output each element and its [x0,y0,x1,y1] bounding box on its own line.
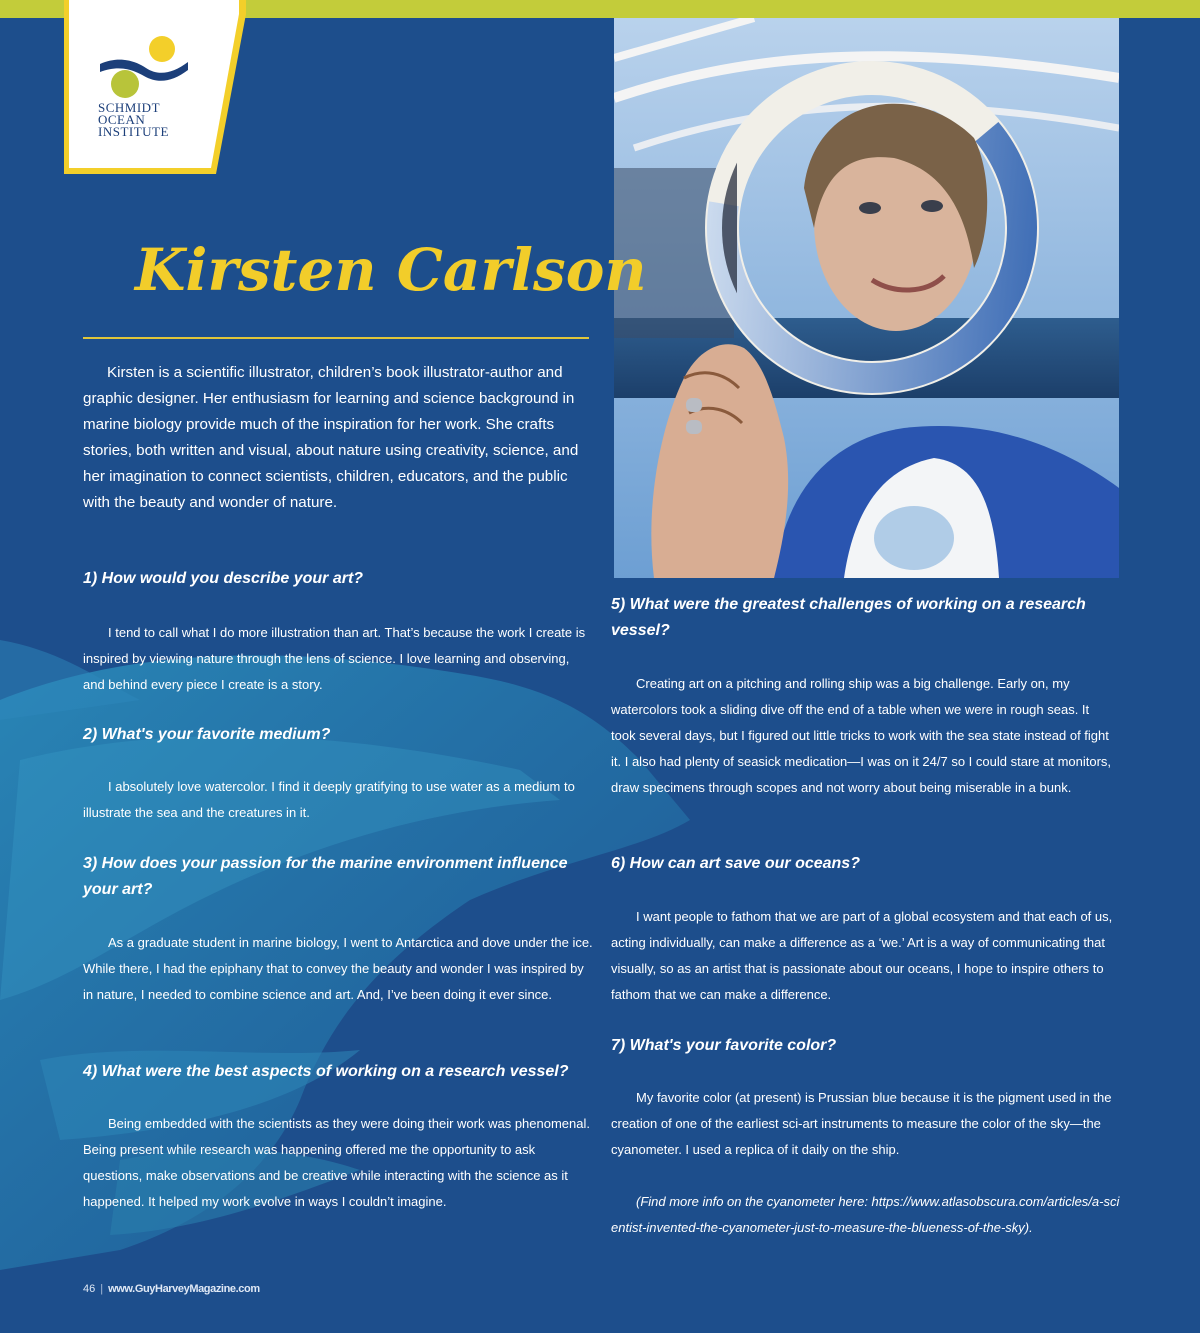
answer-7: My favorite color (at present) is Prussian blue because it is the pigment used in the creation of one of the earliest sci-art instruments to measure the color of the sky—the cyanometer. I used a replica of it daily on the ship. [611,1090,1112,1157]
answer-3: As a graduate student in marine biology, I went to Antarctica and dove under the ice. While there, I had the epiphany that to convey the beauty and wonder I was inspired by in nature, I needed to combine science and art. And, I’ve been doing it ever since. [83,935,593,1002]
page-footer [83,1283,260,1295]
footer-website-link[interactable]: www.GuyHarveyMagazine.com [108,1283,260,1295]
question-7: 7) What's your favorite color? [611,1037,837,1054]
logo-line-1: SCHMIDT [98,100,161,115]
answer-6: I want people to fathom that we are part of a global ecosystem and that each of us, acting individually, can make a difference as a ‘we.’ Art is a way of communicating that visually, so as an artist that is passionate about our oceans, I hope to inspire others to fathom that we can make a difference. [611,909,1113,1002]
answer-1: I tend to call what I do more illustration than art. That’s because the work I create is inspired by viewing nature through the lens of science. I love learning and observing, and behind every piece I create is a story. [83,625,586,692]
question-1: 1) How would you describe your art? [83,570,364,587]
question-3: 3) How does your passion for the marine environment influence your art? [83,855,568,898]
intro-paragraph: Kirsten is a scientific illustrator, children’s book illustrator-author and graphic designer. Her enthusiasm for learning and science background in marine biology provide much of the inspiration for her work. She crafts stories, both written and visual, about nature using creativity, science, and her imagination to connect scientists, children, educators, and the public with the beauty and wonder of nature. [83,364,579,511]
cyanometer-portrait-photo-icon [614,18,1119,578]
title-divider [83,337,589,339]
logo-line-2: OCEAN [98,112,146,127]
question-5: 5) What were the greatest challenges of working on a research vessel? [611,596,1086,639]
answer-2: I absolutely love watercolor. I find it deeply gratifying to use water as a medium to illustrate the sea and the creatures in it. [83,779,575,820]
sun-over-wave-logo-icon [98,34,190,100]
page-title: Kirsten Carlson [135,236,647,304]
answer-7-note: (Find more info on the cyanometer here: https://www.atlasobscura.com/articles/a-scientist-invented-the-cyanometer-just-to-measure-the-blueness-of-the-sky). [611,1194,1120,1235]
logo-wordmark [98,102,188,138]
page-number: 46 [83,1283,96,1295]
question-4: 4) What were the best aspects of working on a research vessel? [83,1063,569,1080]
question-2: 2) What's your favorite medium? [83,726,331,743]
footer-separator: | [100,1283,104,1295]
question-6: 6) How can art save our oceans? [611,855,860,872]
logo-line-3: INSTITUTE [98,124,169,139]
answer-4: Being embedded with the scientists as they were doing their work was phenomenal. Being present while research was happening offered me the opportunity to ask questions, make observations and be creative while interacting with the science as it happened. It helped my work evolve in ways I couldn’t imagine. [83,1116,590,1209]
answer-5: Creating art on a pitching and rolling ship was a big challenge. Early on, my watercolors took a sliding dive off the end of a table when we were in rough seas. It took several days, but I figured out little tricks to work with the sea state instead of fight it. I also had plenty of seasick medication—I was on it 24/7 so I could stare at monitors, draw specimens through scopes and not worry about being miserable in a bunk. [611,676,1112,795]
